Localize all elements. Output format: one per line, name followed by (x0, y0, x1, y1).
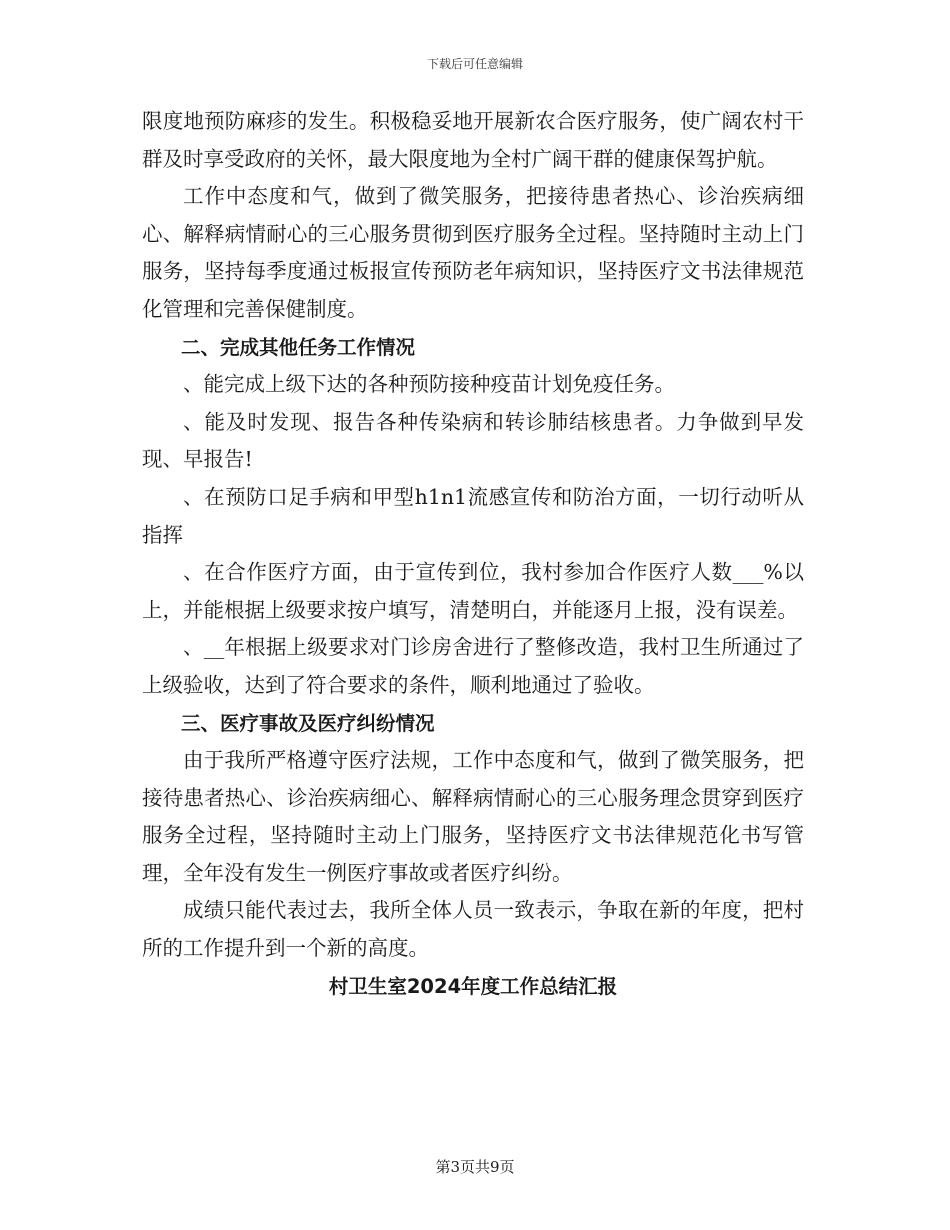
section-heading: 三、医疗事故及医疗纠纷情况 (181, 711, 435, 735)
list-item: 、在预防口足手病和甲型h1n1流感宣传和防治方面，一切行动听从指挥 (142, 484, 804, 547)
list-item: 、__年根据上级要求对门诊房舍进行了整修改造，我村卫生所通过了上级验收，达到了符合要求的条件，顺利地通过了验收。 (142, 635, 804, 697)
section-heading: 二、完成其他任务工作情况 (181, 335, 416, 359)
paragraph: 工作中态度和气，做到了微笑服务，把接待患者热心、诊治疾病细心、解释病情耐心的三心服务贯彻到医疗服务全过程。坚持随时主动上门服务，坚持每季度通过板报宣传预防老年病知识，坚持医疗文书法律规范化管理和完善保健制度。 (142, 184, 804, 321)
paragraph: 由于我所严格遵守医疗法规，工作中态度和气，做到了微笑服务，把接待患者热心、诊治疾病细心、解释病情耐心的三心服务理念贯穿到医疗服务全过程，坚持随时主动上门服务，坚持医疗文书法律规范化书写管理，全年没有发生一例医疗事故或者医疗纠纷。 (142, 748, 804, 885)
page-number: 第3页共9页 (435, 1158, 515, 1176)
header-note: 下载后可任意编辑 (426, 57, 523, 71)
list-item: 、能及时发现、报告各种传染病和转诊肺结核患者。力争做到早发现、早报告! (142, 409, 804, 472)
paragraph: 限度地预防麻疹的发生。积极稳妥地开展新农合医疗服务，使广阔农村干群及时享受政府的关怀，最大限度地为全村广阔干群的健康保驾护航。 (142, 109, 804, 171)
list-item: 、在合作医疗方面，由于宣传到位，我村参加合作医疗人数___%以上，并能根据上级要求按户填写，清楚明白，并能逐月上报，没有误差。 (142, 560, 804, 622)
document-title: 村卫生室2024年度工作总结汇报 (328, 974, 618, 998)
document-body (142, 103, 804, 1005)
list-item: 、能完成上级下达的各种预防接种疫苗计划免疫任务。 (183, 372, 675, 397)
paragraph: 成绩只能代表过去，我所全体人员一致表示，争取在新的年度，把村所的工作提升到一个新的高度。 (142, 898, 804, 961)
